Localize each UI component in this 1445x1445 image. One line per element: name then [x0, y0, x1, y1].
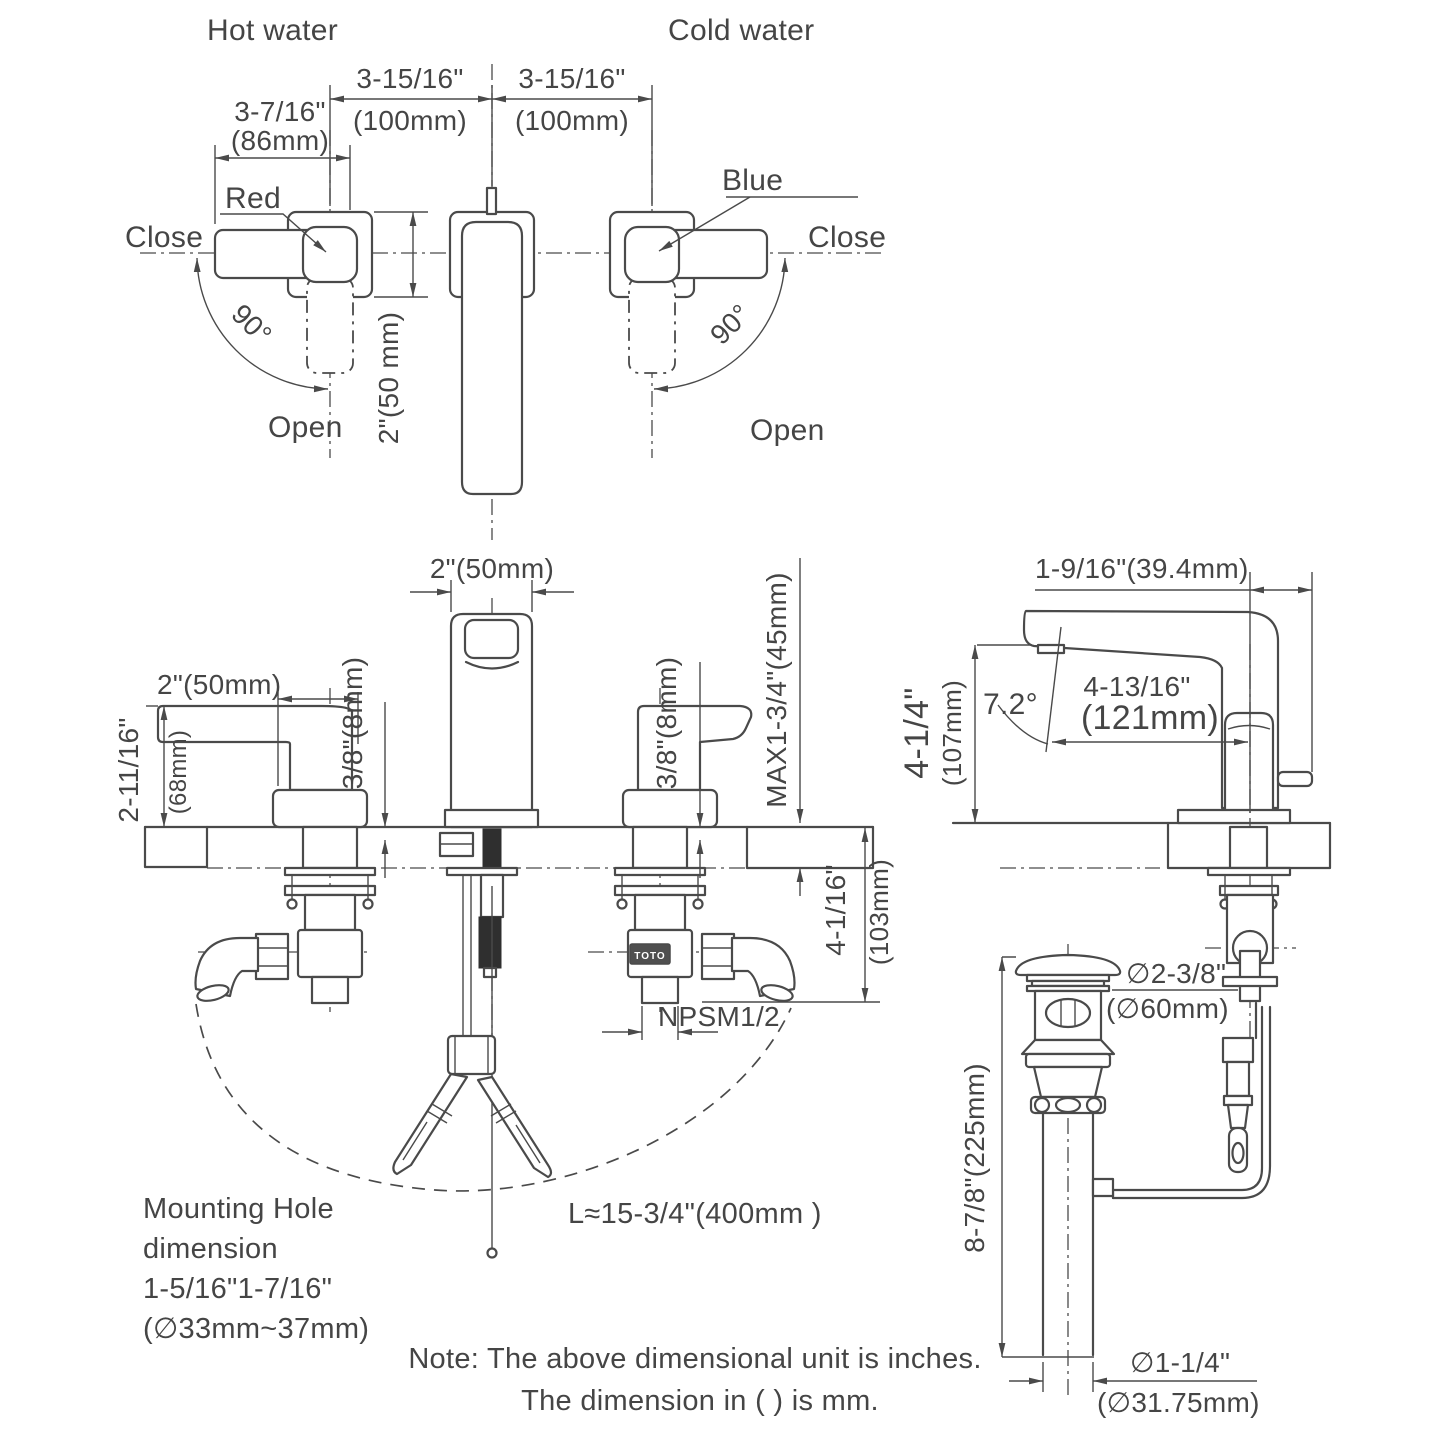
- dim-text: 2"(50 mm): [373, 311, 404, 445]
- angle-label: 7.2°: [983, 688, 1038, 721]
- label-close-right: Close: [808, 221, 887, 254]
- dim-text: (103mm): [864, 858, 894, 966]
- dim-text: (∅60mm): [1106, 993, 1229, 1024]
- note-block: [408, 1343, 981, 1417]
- angle-label: 90°: [704, 298, 757, 351]
- dim-text: (107mm): [937, 679, 967, 787]
- label-hot-water: Hot water: [207, 14, 339, 47]
- spout-front: [445, 614, 538, 827]
- deck-section: [145, 827, 873, 868]
- popup-rod-tip: [488, 1249, 497, 1258]
- dim-text: ∅2-3/8": [1126, 958, 1227, 989]
- cold-valve-assembly: [615, 827, 795, 1004]
- handle-grip-side: [1278, 772, 1312, 786]
- dim-text: (86mm): [230, 125, 330, 156]
- label-cold-water: Cold water: [668, 14, 815, 47]
- tailpiece-stub: [1093, 1179, 1113, 1196]
- dim-text: 2-11/16": [113, 717, 144, 823]
- cold-handle-plan: [610, 212, 767, 373]
- dim-cold-spacing: [492, 63, 652, 136]
- dim-text: (100mm): [352, 105, 468, 136]
- front-view: [113, 553, 894, 1345]
- hose-length-label: L≈15-3/4"(400mm ): [568, 1198, 822, 1230]
- drain-flange: [1016, 955, 1120, 975]
- dim-text: ∅1-1/4": [1130, 1347, 1231, 1378]
- note-line-2: The dimension in ( ) is mm.: [521, 1385, 879, 1417]
- cold-handle-front: [623, 706, 751, 827]
- aerator-side: [1038, 645, 1064, 653]
- mounting-note-line: (∅33mm~37mm): [143, 1313, 370, 1345]
- mounting-note-line: Mounting Hole: [143, 1193, 334, 1225]
- dim-escutcheon-height: [373, 212, 428, 444]
- hot-valve-assembly: [196, 827, 376, 1004]
- hot-handle-open-position: [307, 278, 353, 373]
- label-open-right: Open: [750, 414, 825, 447]
- dim-text: 4-1/16": [820, 864, 851, 956]
- dim-deck-max: [761, 558, 800, 896]
- spout-supply-assembly: [393, 829, 551, 1258]
- dim-text: (121mm): [1080, 699, 1220, 737]
- dim-drain-flange: [1106, 958, 1238, 1024]
- dim-text: 3-15/16": [356, 63, 464, 94]
- deck-side: [953, 823, 1330, 868]
- mounting-note-line: 1-5/16"1-7/16": [143, 1273, 333, 1305]
- cold-handle-open-position: [629, 278, 675, 373]
- mounting-hole-note: [143, 1193, 369, 1345]
- dim-text: 2"(50mm): [429, 553, 555, 584]
- dim-text: (68mm): [165, 729, 192, 815]
- label-blue: Blue: [722, 164, 784, 197]
- dim-text: (∅31.75mm): [1097, 1387, 1260, 1418]
- dim-text: 2"(50mm): [157, 669, 282, 700]
- dim-text: 8-7/8"(225mm): [959, 1063, 990, 1253]
- angle-label: 90°: [225, 298, 278, 351]
- mounting-note-line: dimension: [143, 1233, 278, 1265]
- hot-handle-plan: [215, 212, 372, 373]
- toto-logo: TOTO: [634, 951, 666, 962]
- drain-assembly: [1016, 944, 1120, 1398]
- dim-height: [898, 645, 1032, 823]
- dim-text: 4-1/4": [898, 687, 936, 779]
- dim-text: 4-13/16": [1083, 671, 1191, 702]
- dim-spout-reach: [1052, 671, 1248, 742]
- label-open-left: Open: [268, 411, 343, 444]
- spout-plan: [450, 188, 534, 494]
- dim-thread: [602, 1001, 780, 1040]
- label-close-left: Close: [125, 221, 204, 254]
- dim-text: 3-7/16": [234, 96, 326, 127]
- top-view: [125, 14, 886, 540]
- dim-text: (100mm): [514, 105, 630, 136]
- thread-label: NPSM1/2: [658, 1001, 780, 1032]
- dim-text: 3-15/16": [518, 63, 626, 94]
- dim-text: 1-9/16"(39.4mm): [1035, 553, 1249, 584]
- dim-text: MAX1-3/4"(45mm): [761, 572, 792, 808]
- dim-text: 3/8"(8mm): [337, 656, 368, 790]
- side-view: [898, 553, 1330, 1418]
- note-line-1: Note: The above dimensional unit is inches.: [408, 1343, 982, 1375]
- dim-text: 3/8"(8mm): [651, 656, 682, 790]
- label-red: Red: [225, 182, 281, 215]
